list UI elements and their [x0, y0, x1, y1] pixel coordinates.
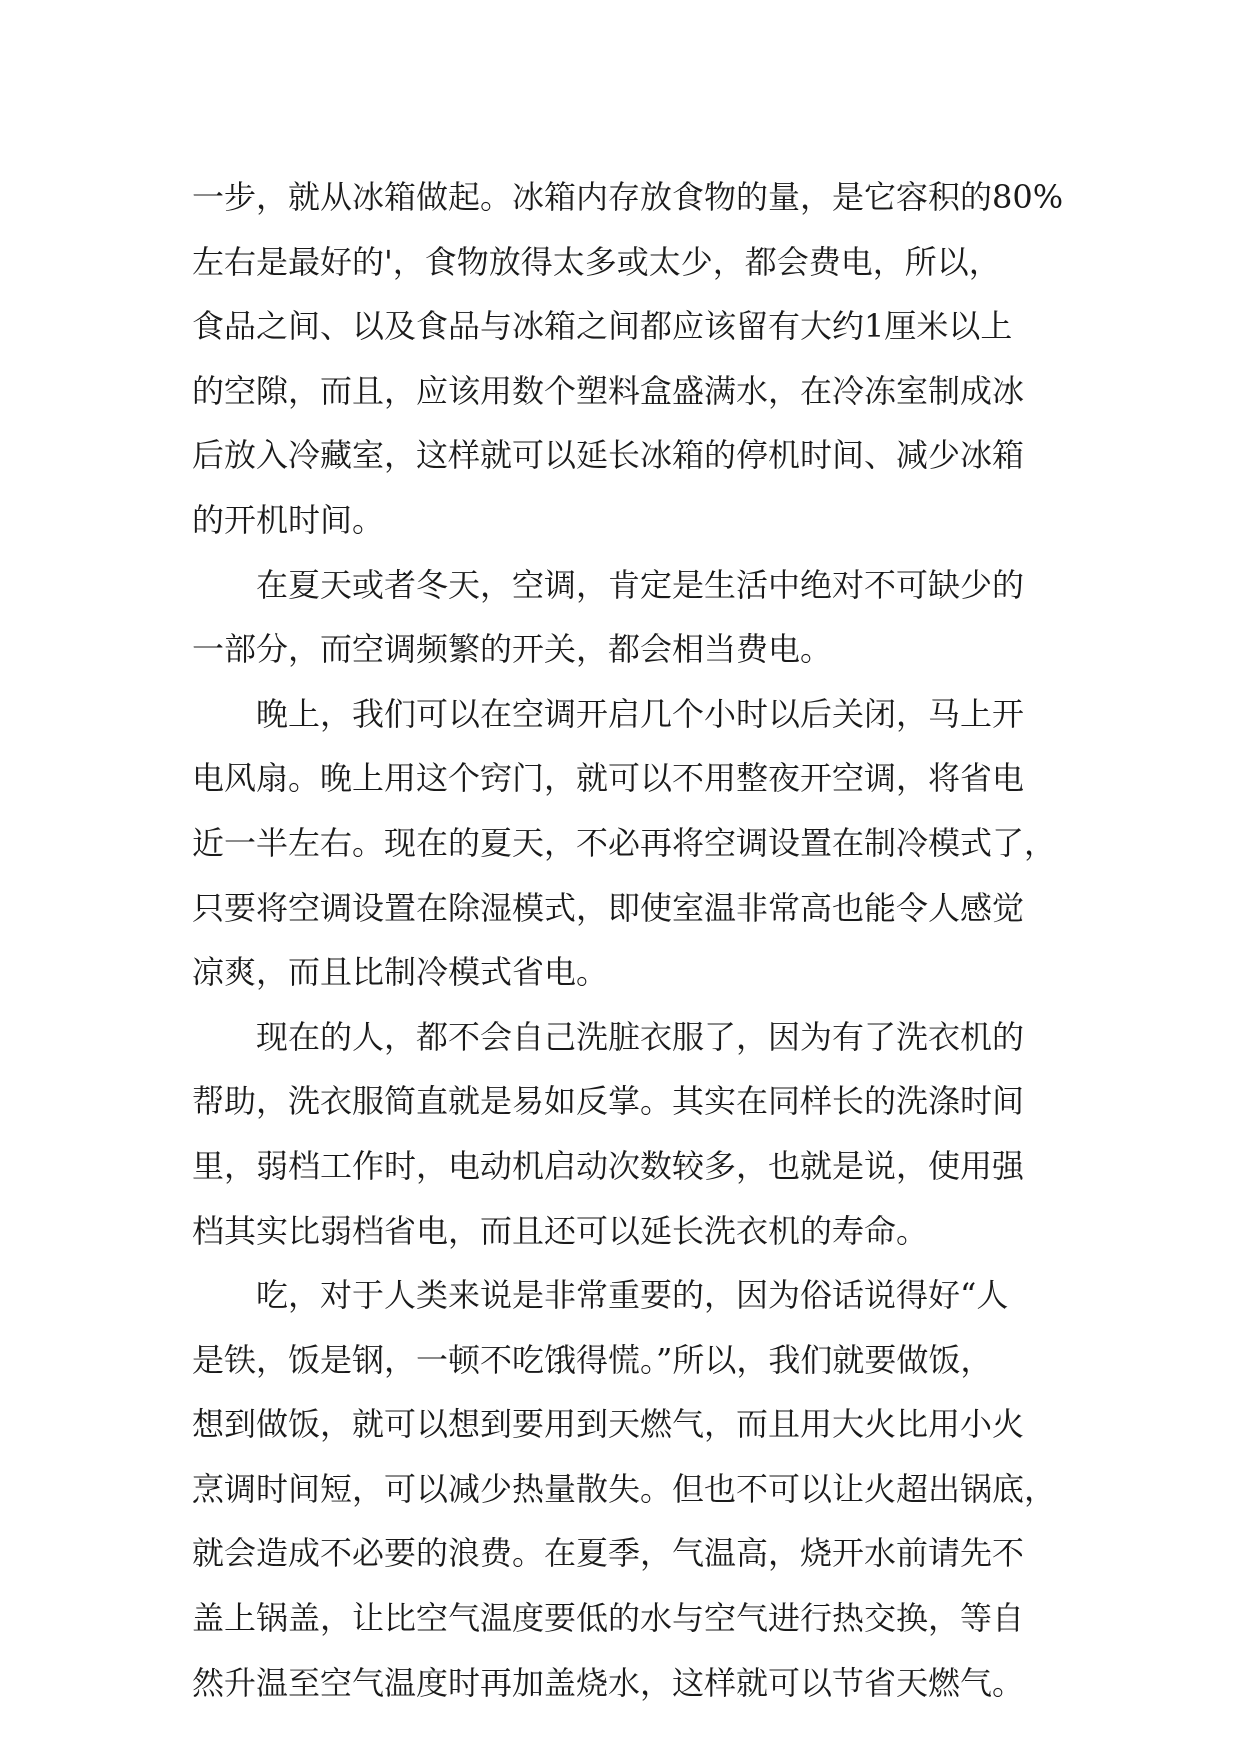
document-body [192, 165, 1072, 1715]
paragraph-line: 里，弱档工作时，电动机启动次数较多，也就是说，使用强 [192, 1146, 1025, 1185]
paragraph-line: 是铁，饭是钢，一顿不吃饿得慌。”所以，我们就要做饭， [192, 1340, 993, 1379]
paragraph-refrigerator [192, 165, 1072, 553]
paragraph-line: 盖上锅盖，让比空气温度要低的水与空气进行热交换，等自 [192, 1599, 1025, 1638]
paragraph-line: 档其实比弱档省电，而且还可以延长洗衣机的寿命。 [192, 1211, 929, 1250]
paragraph-line: 就会造成不必要的浪费。在夏季，气温高，烧开水前请先不 [192, 1534, 1025, 1573]
paragraph-line: 现在的人，都不会自己洗脏衣服了，因为有了洗衣机的 [256, 1017, 1025, 1056]
paragraph-line: 凉爽，而且比制冷模式省电。 [192, 953, 609, 992]
paragraph-line: 只要将空调设置在除湿模式，即使室温非常高也能令人感觉 [192, 888, 1025, 927]
paragraph-line: 一部分，而空调频繁的开关，都会相当费电。 [192, 630, 833, 669]
paragraph-cooking-gas [192, 1263, 1072, 1715]
paragraph-line: 食品之间、以及食品与冰箱之间都应该留有大约1厘米以上 [192, 307, 1013, 346]
paragraph-line: 的空隙，而且，应该用数个塑料盒盛满水，在冷冻室制成冰 [192, 371, 1025, 410]
paragraph-washing-machine [192, 1005, 1072, 1263]
paragraph-line: 吃，对于人类来说是非常重要的，因为俗话说得好“人 [256, 1276, 1009, 1315]
paragraph-air-conditioner [192, 553, 1072, 682]
paragraph-line: 电风扇。晚上用这个窍门，就可以不用整夜开空调，将省电 [192, 759, 1025, 798]
paragraph-line: 在夏天或者冬天，空调，肯定是生活中绝对不可缺少的 [256, 565, 1025, 604]
paragraph-night-fan [192, 682, 1072, 1005]
paragraph-line: 近一半左右。现在的夏天，不必再将空调设置在制冷模式了， [192, 823, 1057, 862]
paragraph-line: 后放入冷藏室，这样就可以延长冰箱的停机时间、减少冰箱 [192, 436, 1025, 475]
paragraph-line: 烹调时间短，可以减少热量散失。但也不可以让火超出锅底， [192, 1469, 1057, 1508]
paragraph-line: 一步，就从冰箱做起。冰箱内存放食物的量，是它容积的80% [192, 178, 1064, 216]
paragraph-line: 的开机时间。 [192, 500, 385, 539]
paragraph-line: 然升温至空气温度时再加盖烧水，这样就可以节省天燃气。 [192, 1663, 1025, 1702]
paragraph-line: 晚上，我们可以在空调开启几个小时以后关闭，马上开 [256, 694, 1025, 733]
paragraph-line: 想到做饭，就可以想到要用到天燃气，而且用大火比用小火 [192, 1405, 1025, 1444]
paragraph-line: 帮助，洗衣服简直就是易如反掌。其实在同样长的洗涤时间 [192, 1082, 1025, 1121]
paragraph-line: 左右是最好的'，食物放得太多或太少，都会费电，所以， [192, 242, 1001, 281]
